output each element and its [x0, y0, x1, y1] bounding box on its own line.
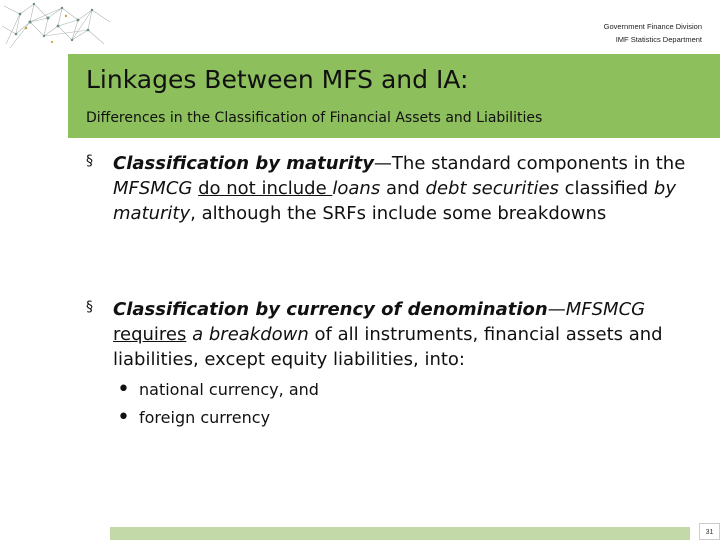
square-bullet-icon: §: [86, 153, 93, 169]
underlined-segment: do not include: [198, 178, 333, 199]
round-bullet-icon: •: [117, 405, 130, 430]
network-graph-logo: [0, 0, 118, 52]
text-segment: MFSMCG: [113, 178, 193, 199]
text-segment: by maturity: [113, 178, 676, 224]
text-segment: —The standard components in the: [373, 153, 686, 174]
underlined-segment: requires: [113, 324, 187, 345]
round-bullet-icon: •: [117, 377, 130, 402]
organization-header: [604, 20, 702, 46]
square-bullet-icon: §: [86, 299, 93, 315]
text-segment: , although the SRFs include some breakdowns: [190, 203, 607, 224]
bullet-currency: [113, 297, 713, 372]
text-segment: loans: [332, 178, 381, 199]
text-segment: MFSMCG: [565, 299, 646, 320]
text-segment: —: [547, 299, 566, 320]
text-segment: and: [380, 178, 426, 199]
sub-bullet-national: [117, 376, 319, 404]
slide-title: Linkages Between MFS and IA:: [86, 65, 469, 94]
sub-bullet-text: foreign currency: [139, 408, 271, 427]
org-line-1: Government Finance Division: [603, 22, 702, 31]
footer-bar: [110, 527, 690, 540]
sub-bullet-text: national currency, and: [139, 380, 319, 399]
sub-bullet-foreign: [117, 404, 270, 432]
org-line-2: IMF Statistics Department: [615, 35, 702, 44]
bullet-heading: Classification by currency of denomination: [113, 299, 548, 320]
page-number: 31: [699, 523, 720, 540]
text-segment: of all instruments, financial assets and liabilities, except equity liabilities, into:: [113, 324, 663, 370]
text-segment: a breakdown: [192, 324, 309, 345]
slide-subtitle: Differences in the Classification of Financial Assets and Liabilities: [86, 110, 543, 126]
bullet-heading: Classification by maturity: [113, 153, 374, 174]
bullet-maturity: [113, 151, 713, 226]
text-segment: debt securities: [425, 178, 559, 199]
text-segment: classified: [558, 178, 654, 199]
